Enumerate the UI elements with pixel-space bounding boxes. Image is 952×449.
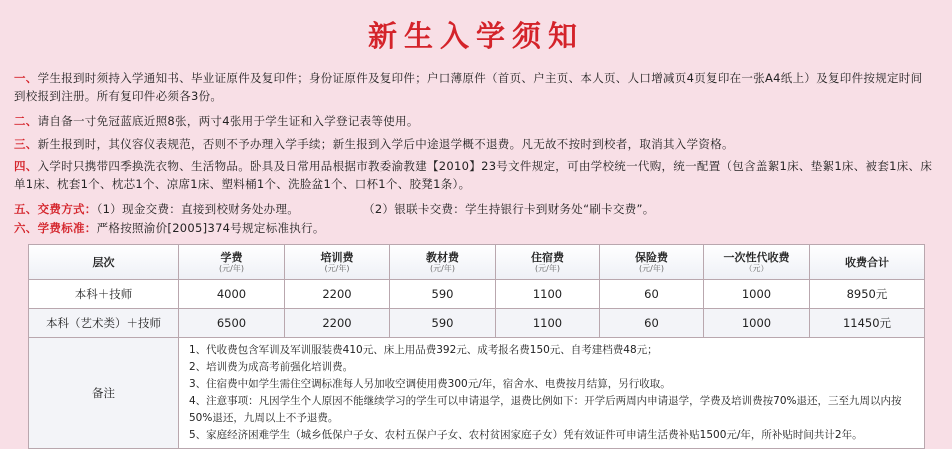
item-4-number: 四、 <box>14 159 38 173</box>
cell-textbook: 590 <box>390 280 496 309</box>
cell-total: 11450元 <box>810 309 925 338</box>
header-one-time-fee: 一次性代收费 （元） <box>704 245 810 280</box>
table-row <box>29 309 925 338</box>
item-5-text-card: （2）银联卡交费：学生持银行卡到财务处“刷卡交费”。 <box>363 202 655 216</box>
item-5 <box>14 201 934 219</box>
item-1-text: 学生报到时须持入学通知书、毕业证原件及复印件；身份证原件及复印件；户口薄原件（首页、户主页、本人页、人口增减页4页复印在一张A4纸上）及复印件按规定时间到校报到注册。所有复印件必须各3份。 <box>14 71 923 103</box>
item-6 <box>14 220 934 238</box>
item-2 <box>14 113 934 131</box>
header-accommodation: 住宿费 (元/年) <box>496 245 600 280</box>
item-3-number: 三、 <box>14 137 38 151</box>
item-5-text-cash: （1）现金交费：直接到校财务处办理。 <box>96 202 300 216</box>
item-2-text: 请自备一寸免冠蓝底近照8张，两寸4张用于学生证和入学登记表等使用。 <box>37 114 419 128</box>
header-tuition: 学费 (元/年) <box>179 245 285 280</box>
item-6-label: 学费标准： <box>37 221 97 235</box>
table-row <box>29 280 925 309</box>
item-5-label: 交费方式： <box>37 202 97 216</box>
cell-total: 8950元 <box>810 280 925 309</box>
cell-level: 本科＋技师 <box>29 280 179 309</box>
cell-accommodation: 1100 <box>496 280 600 309</box>
cell-tuition: 4000 <box>179 280 285 309</box>
note-item: 4、注意事项：凡因学生个人原因不能继续学习的学生可以申请退学，退费比例如下：开学后两周内申请退学，学费及培训费按70%退还，三至九周以内按50%退还，九周以上不予退费。 <box>189 395 902 424</box>
notes-label: 备注 <box>29 338 179 449</box>
cell-tuition: 6500 <box>179 309 285 338</box>
cell-level: 本科（艺术类）＋技师 <box>29 309 179 338</box>
note-item: 3、住宿费中如学生需住空调标准每人另加收空调使用费300元/年，宿舍水、电费按月结算，另行收取。 <box>189 378 671 390</box>
table-header-row <box>29 245 925 280</box>
notes-cell <box>179 338 925 449</box>
note-item: 2、培训费为成高考前强化培训费。 <box>189 361 354 373</box>
cell-accommodation: 1100 <box>496 309 600 338</box>
note-item: 5、家庭经济困难学生（城乡低保户子女、农村五保户子女、农村贫困家庭子女）凭有效证件可申请生活费补贴1500元/年，所补贴时间共计2年。 <box>189 429 863 441</box>
item-1-number: 一、 <box>14 71 38 85</box>
header-training: 培训费 (元/年) <box>285 245 390 280</box>
fee-table <box>28 244 925 449</box>
item-6-text: 严格按照渝价[2005]374号规定标准执行。 <box>96 221 325 235</box>
item-3 <box>14 136 934 154</box>
cell-one-time-fee: 1000 <box>704 309 810 338</box>
item-3-text: 新生报到时，其仪容仪表规范，否则不予办理入学手续；新生报到入学后中途退学概不退费。凡无故不按时到校者，取消其入学资格。 <box>37 137 734 151</box>
header-textbook: 教材费 (元/年) <box>390 245 496 280</box>
notes-row <box>29 338 925 449</box>
header-insurance: 保险费 (元/年) <box>600 245 704 280</box>
header-total: 收费合计 <box>810 245 925 280</box>
item-4-text: 入学时只携带四季换洗衣物、生活物品。卧具及日常用品根据市教委渝教建【2010】23号文件规定，可由学校统一代购，统一配置（包含盖絮1床、垫絮1床、被套1床、床单1床、枕套1个、枕芯1个、凉席1床、塑料桶1个、洗脸盆1个、口杯1个、胶凳1条）。 <box>14 159 933 191</box>
item-1 <box>14 70 934 105</box>
header-level: 层次 <box>29 245 179 280</box>
page-title: 新生入学须知 <box>367 19 584 53</box>
cell-training: 2200 <box>285 309 390 338</box>
item-2-number: 二、 <box>14 114 38 128</box>
item-4 <box>14 158 934 193</box>
cell-insurance: 60 <box>600 309 704 338</box>
cell-textbook: 590 <box>390 309 496 338</box>
cell-training: 2200 <box>285 280 390 309</box>
cell-insurance: 60 <box>600 280 704 309</box>
item-5-number: 五、 <box>14 202 38 216</box>
note-item: 1、代收费包含军训及军训服装费410元、床上用品费392元、成考报名费150元、自考建档费48元； <box>189 344 658 356</box>
cell-one-time-fee: 1000 <box>704 280 810 309</box>
item-6-number: 六、 <box>14 221 38 235</box>
